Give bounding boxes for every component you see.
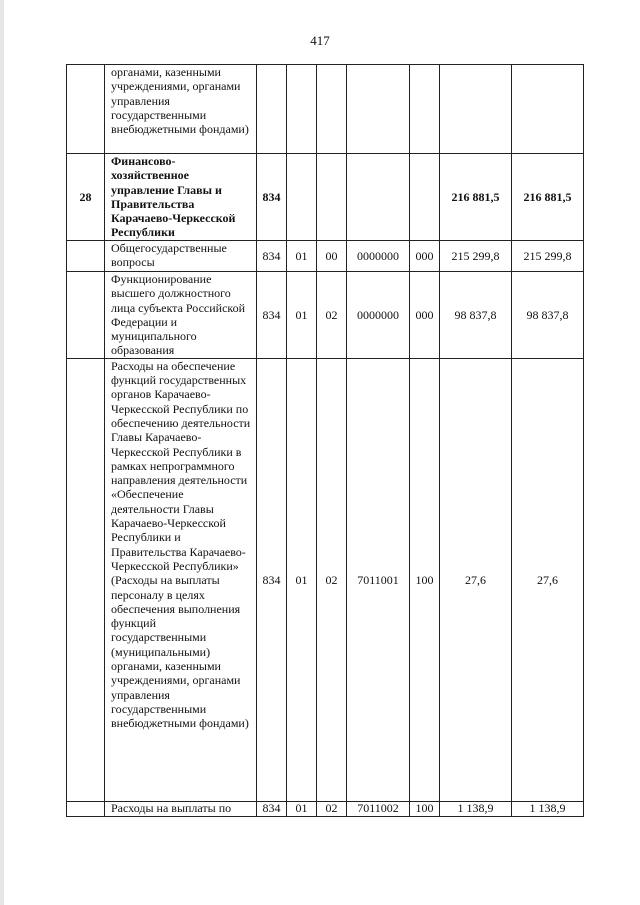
table-row	[67, 801, 584, 816]
budget-table-container	[66, 64, 584, 817]
section-code: 01	[287, 272, 317, 359]
subsection-code: 02	[317, 358, 347, 801]
subsection-code: 00	[317, 241, 347, 272]
ved-code: 834	[257, 358, 287, 801]
target-code: 0000000	[347, 241, 410, 272]
ved-code: 834	[257, 272, 287, 359]
budget-table	[66, 64, 584, 817]
ved-code: 834	[257, 241, 287, 272]
ved-code: 834	[257, 154, 287, 241]
expense-type-code: 000	[410, 241, 440, 272]
table-row	[67, 358, 584, 801]
expense-type-code: 000	[410, 272, 440, 359]
table-row	[67, 272, 584, 359]
expense-type-code: 100	[410, 801, 440, 816]
row-number	[67, 801, 105, 816]
row-number	[67, 272, 105, 359]
target-code: 7011001	[347, 358, 410, 801]
expense-type-code	[410, 154, 440, 241]
row-name: Расходы на обеспечение функций государственных органов Карачаево-Черкесской Республики по обеспечению деятельности Главы Карачаево-Черкесской Республики в рамках непрограммного направления деятельности «Обеспечение деятельности Главы Карачаево-Черкесской Республики и Правительства Карачаево-Черкесской Республики» (Расходы на выплаты персоналу в целях обеспечения выполнения функций государственными (муниципальными) органами, казенными учреждениями, органами управления государственными внебюджетными фондами)	[105, 358, 257, 801]
table-row	[67, 154, 584, 241]
table-row	[67, 65, 584, 154]
amount-2: 1 138,9	[512, 801, 584, 816]
section-code: 01	[287, 241, 317, 272]
row-number	[67, 65, 105, 154]
row-name: органами, казенными учреждениями, органами управления государственными внебюджетными фондами)	[105, 65, 257, 154]
amount-1: 98 837,8	[440, 272, 512, 359]
row-name: Функционирование высшего должностного лица субъекта Российской Федерации и муниципального образования	[105, 272, 257, 359]
amount-2: 27,6	[512, 358, 584, 801]
ved-code: 834	[257, 801, 287, 816]
row-name: Общегосударственные вопросы	[105, 241, 257, 272]
row-name: Финансово-хозяйственное управление Главы и Правительства Карачаево-Черкесской Республики	[105, 154, 257, 241]
target-code	[347, 154, 410, 241]
target-code: 0000000	[347, 272, 410, 359]
amount-1: 216 881,5	[440, 154, 512, 241]
scan-edge	[0, 0, 4, 905]
section-code: 01	[287, 801, 317, 816]
page-number: 417	[310, 33, 330, 48]
row-number	[67, 358, 105, 801]
row-number: 28	[67, 154, 105, 241]
target-code: 7011002	[347, 801, 410, 816]
amount-2: 215 299,8	[512, 241, 584, 272]
ved-code	[257, 65, 287, 154]
subsection-code: 02	[317, 272, 347, 359]
section-code	[287, 154, 317, 241]
expense-type-code: 100	[410, 358, 440, 801]
subsection-code: 02	[317, 801, 347, 816]
target-code	[347, 65, 410, 154]
subsection-code	[317, 65, 347, 154]
subsection-code	[317, 154, 347, 241]
amount-2: 216 881,5	[512, 154, 584, 241]
amount-1	[440, 65, 512, 154]
row-name: Расходы на выплаты по	[105, 801, 257, 816]
amount-1: 215 299,8	[440, 241, 512, 272]
section-code: 01	[287, 358, 317, 801]
amount-2	[512, 65, 584, 154]
table-row	[67, 241, 584, 272]
amount-1: 27,6	[440, 358, 512, 801]
expense-type-code	[410, 65, 440, 154]
row-number	[67, 241, 105, 272]
amount-2: 98 837,8	[512, 272, 584, 359]
amount-1: 1 138,9	[440, 801, 512, 816]
section-code	[287, 65, 317, 154]
